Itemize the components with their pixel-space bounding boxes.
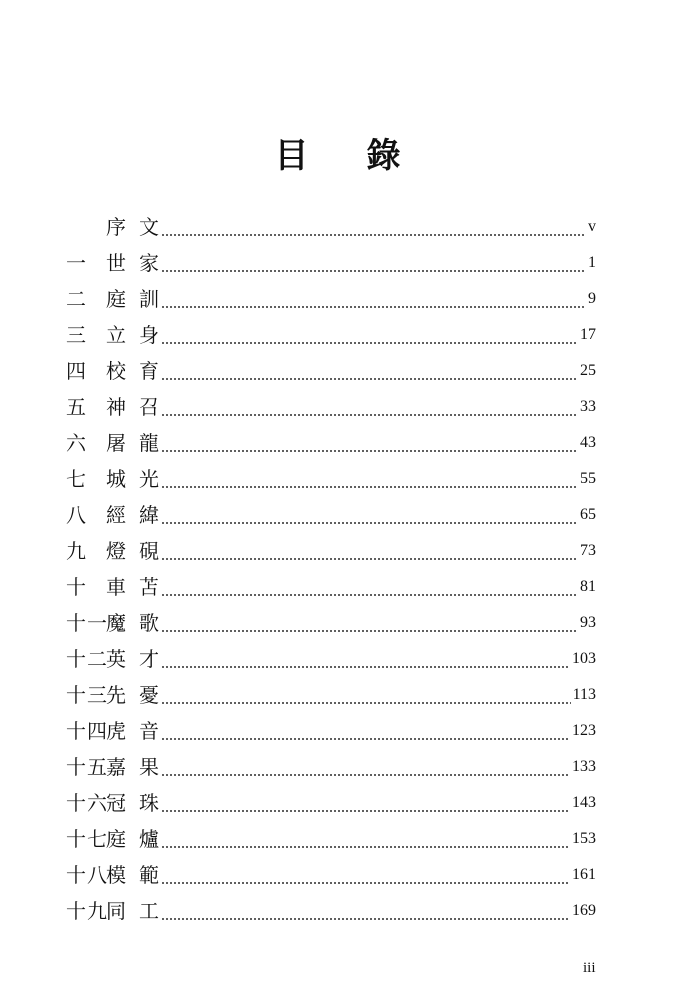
chapter-title-char: 工 — [139, 899, 159, 923]
dot-leader — [161, 466, 578, 492]
toc-entry — [66, 888, 596, 924]
chapter-page-number: 65 — [580, 506, 596, 523]
chapter-title — [106, 718, 159, 744]
toc-entry — [66, 456, 596, 492]
chapter-title-char: 硯 — [139, 539, 159, 563]
page-title — [0, 128, 675, 177]
chapter-title-char: 訓 — [139, 287, 159, 311]
chapter-page-number: 93 — [580, 614, 596, 631]
table-of-contents — [66, 204, 596, 924]
toc-entry — [66, 636, 596, 672]
chapter-title-char: 果 — [139, 755, 159, 779]
chapter-page-number: 113 — [572, 686, 596, 703]
chapter-number: 九 — [66, 539, 87, 563]
chapter-title-char: 嘉 — [106, 755, 126, 779]
chapter-page-number: v — [588, 218, 596, 235]
chapter-title-char: 家 — [139, 251, 159, 275]
dot-leader — [161, 646, 570, 672]
toc-entry — [66, 816, 596, 852]
chapter-title-char: 召 — [139, 395, 159, 419]
chapter-number: 一 — [66, 251, 87, 275]
chapter-title — [106, 682, 159, 708]
chapter-title — [106, 358, 159, 384]
chapter-title — [106, 286, 159, 312]
chapter-title — [106, 322, 159, 348]
chapter-number: 三 — [66, 323, 87, 347]
chapter-title-char: 龍 — [139, 431, 159, 455]
toc-entry — [66, 708, 596, 744]
toc-entry — [66, 420, 596, 456]
toc-entry — [66, 240, 596, 276]
chapter-number: 二 — [66, 287, 87, 311]
chapter-number: 八 — [66, 503, 87, 527]
chapter-title — [106, 646, 159, 672]
toc-entry — [66, 276, 596, 312]
toc-entry — [66, 672, 596, 708]
dot-leader — [161, 862, 570, 888]
dot-leader — [161, 790, 570, 816]
title-char-1: 目 — [274, 136, 309, 176]
chapter-page-number: 1 — [588, 254, 596, 271]
chapter-title-char: 模 — [106, 863, 126, 887]
chapter-page-number: 17 — [580, 326, 596, 343]
chapter-page-number: 133 — [572, 758, 596, 775]
chapter-number: 六 — [66, 431, 87, 455]
chapter-title — [106, 826, 159, 852]
dot-leader — [161, 286, 586, 312]
chapter-title-char: 立 — [106, 323, 126, 347]
chapter-title — [106, 790, 159, 816]
page-number: iii — [583, 960, 596, 976]
dot-leader — [161, 898, 570, 924]
toc-entry — [66, 348, 596, 384]
chapter-page-number: 153 — [572, 830, 596, 847]
chapter-title-char: 經 — [106, 503, 126, 527]
chapter-number: 十五 — [66, 755, 108, 779]
chapter-number: 七 — [66, 467, 87, 491]
title-char-2: 錄 — [366, 136, 401, 176]
chapter-title-char: 音 — [139, 719, 159, 743]
chapter-page-number: 143 — [572, 794, 596, 811]
chapter-page-number: 9 — [588, 290, 596, 307]
chapter-title-char: 歌 — [139, 611, 159, 635]
chapter-title-char: 城 — [106, 467, 126, 491]
chapter-page-number: 123 — [572, 722, 596, 739]
dot-leader — [161, 754, 570, 780]
chapter-title — [106, 574, 159, 600]
chapter-title — [106, 250, 159, 276]
chapter-title — [106, 754, 159, 780]
chapter-title — [106, 538, 159, 564]
chapter-page-number: 73 — [580, 542, 596, 559]
chapter-number: 十七 — [66, 827, 108, 851]
chapter-number: 十九 — [66, 899, 108, 923]
chapter-title-char: 苫 — [139, 575, 159, 599]
toc-entry — [66, 780, 596, 816]
chapter-title-char: 序 — [106, 215, 126, 239]
dot-leader — [161, 322, 578, 348]
chapter-page-number: 161 — [572, 866, 596, 883]
chapter-number: 十一 — [66, 611, 108, 635]
dot-leader — [161, 682, 571, 708]
dot-leader — [161, 610, 578, 636]
chapter-page-number: 25 — [580, 362, 596, 379]
toc-entry — [66, 312, 596, 348]
chapter-title-char: 魔 — [106, 611, 126, 635]
toc-entry — [66, 744, 596, 780]
chapter-title-char: 車 — [106, 575, 126, 599]
dot-leader — [161, 826, 570, 852]
chapter-title — [106, 610, 159, 636]
chapter-title — [106, 394, 159, 420]
chapter-title-char: 憂 — [139, 683, 159, 707]
chapter-title-char: 庭 — [106, 287, 126, 311]
chapter-title — [106, 214, 159, 240]
chapter-title-char: 燈 — [106, 539, 126, 563]
chapter-title-char: 英 — [106, 647, 126, 671]
chapter-page-number: 55 — [580, 470, 596, 487]
dot-leader — [161, 430, 578, 456]
chapter-number: 四 — [66, 359, 87, 383]
chapter-title-char: 冠 — [106, 791, 126, 815]
chapter-title-char: 範 — [139, 863, 159, 887]
dot-leader — [161, 394, 578, 420]
chapter-page-number: 33 — [580, 398, 596, 415]
toc-entry — [66, 384, 596, 420]
chapter-title-char: 文 — [139, 215, 159, 239]
chapter-title-char: 庭 — [106, 827, 126, 851]
toc-entry — [66, 852, 596, 888]
chapter-title-char: 虎 — [106, 719, 126, 743]
dot-leader — [161, 538, 578, 564]
chapter-title — [106, 862, 159, 888]
toc-entry — [66, 564, 596, 600]
chapter-number: 十三 — [66, 683, 108, 707]
toc-entry — [66, 204, 596, 240]
chapter-title-char: 珠 — [139, 791, 159, 815]
chapter-title — [106, 466, 159, 492]
chapter-title-char: 育 — [139, 359, 159, 383]
chapter-title-char: 世 — [106, 251, 126, 275]
chapter-title-char: 神 — [106, 395, 126, 419]
chapter-page-number: 169 — [572, 902, 596, 919]
chapter-title-char: 光 — [139, 467, 159, 491]
chapter-page-number: 103 — [572, 650, 596, 667]
chapter-title-char: 屠 — [106, 431, 126, 455]
chapter-title-char: 校 — [106, 359, 126, 383]
dot-leader — [161, 214, 586, 240]
chapter-title — [106, 898, 159, 924]
dot-leader — [161, 502, 578, 528]
toc-entry — [66, 492, 596, 528]
dot-leader — [161, 718, 570, 744]
chapter-number: 十四 — [66, 719, 108, 743]
dot-leader — [161, 574, 578, 600]
chapter-title-char: 緯 — [139, 503, 159, 527]
chapter-title-char: 同 — [106, 899, 126, 923]
toc-entry — [66, 600, 596, 636]
chapter-title — [106, 430, 159, 456]
chapter-page-number: 43 — [580, 434, 596, 451]
chapter-number: 十六 — [66, 791, 108, 815]
chapter-title-char: 先 — [106, 683, 126, 707]
chapter-title — [106, 502, 159, 528]
chapter-title-char: 身 — [139, 323, 159, 347]
chapter-title-char: 才 — [139, 647, 159, 671]
chapter-number: 五 — [66, 395, 87, 419]
chapter-number: 十八 — [66, 863, 108, 887]
dot-leader — [161, 250, 586, 276]
chapter-number: 十 — [66, 575, 87, 599]
dot-leader — [161, 358, 578, 384]
chapter-number: 十二 — [66, 647, 108, 671]
toc-entry — [66, 528, 596, 564]
chapter-page-number: 81 — [580, 578, 596, 595]
chapter-title-char: 爐 — [139, 827, 159, 851]
